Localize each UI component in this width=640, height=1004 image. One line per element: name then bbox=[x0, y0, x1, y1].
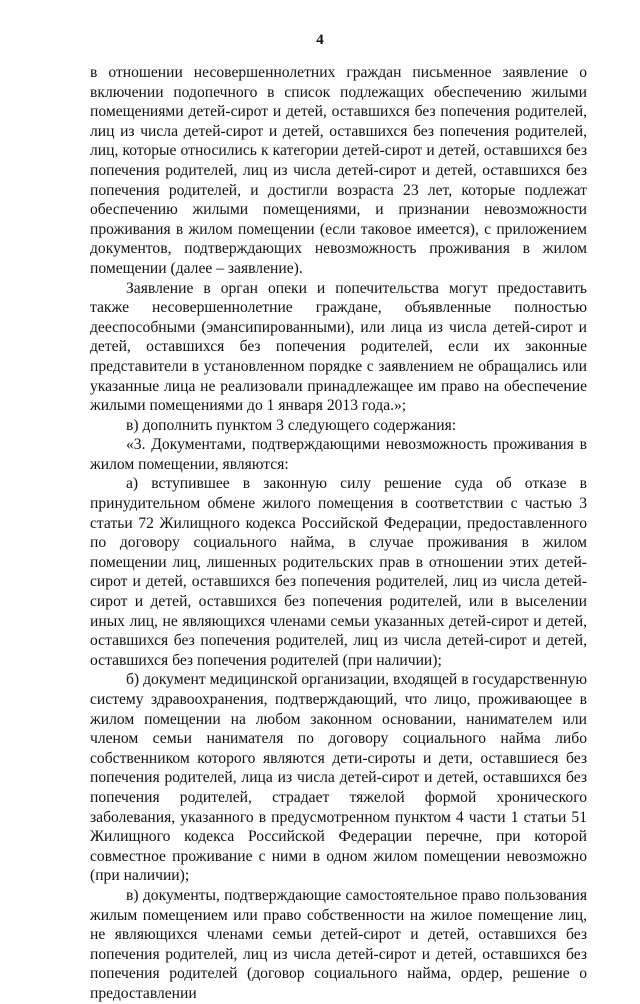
paragraph-subitem-v: в) документы, подтверждающие самостоятельное право пользования жилым помещением или право собственности на жилое помещение лиц, не являющихся членами семьи детей-сирот и детей, оставшихся без попечения родителей, лиц из числа детей-сирот и детей, оставшихся без попечения родителей (договор социального найма, ордер, решение о предоставлении bbox=[90, 886, 587, 1002]
paragraph-subitem-b: б) документ медицинской организации, входящей в государственную систему здравоохранения, подтверждающий, что лицо, проживающее в жилом помещении на любом законном основании, нанимателем или членом семьи нанимателя по договору социального найма либо собственником которого являются дети-сироты и дети, оставшиеся без попечения родителей, лица из числа детей-сирот и детей, оставшихся без попечения родителей, страдает тяжелой формой хронического заболевания, указанного в предусмотренном пунктом 4 части 1 статьи 51 Жилищного кодекса Российской Федерации перечне, при которой совместное проживание с ними в одном жилом помещении невозможно (при наличии); bbox=[90, 671, 587, 885]
document-body bbox=[90, 63, 587, 1004]
paragraph-amendment-v: в) дополнить пунктом 3 следующего содержания: bbox=[126, 416, 457, 434]
paragraph-subitem-a: а) вступившее в законную силу решение суда об отказе в принудительном обмене жилого помещения в соответствии с частью 3 статьи 72 Жилищного кодекса Российской Федерации, предоставленного по договору социального найма, в случае проживания в жилом помещении лиц, лишенных родительских прав в отношении этих детей-сирот и детей, оставшихся без попечения родителей, лиц из числа детей-сирот и детей, оставшихся без попечения родителей, или в выселении иных лиц, не являющихся членами семьи указанных детей-сирот и детей, оставшихся без попечения родителей, лиц из числа детей-сирот и детей, оставшихся без попечения родителей (при наличии); bbox=[90, 475, 587, 669]
paragraph-continuation: в отношении несовершеннолетних граждан письменное заявление о включении подопечного в список подлежащих обеспечению жилыми помещениями детей-сирот и детей, оставшихся без попечения родителей, лиц из числа детей-сирот и детей, оставшихся без попечения родителей, лиц, которые относились к категории детей-сирот и детей, оставшихся без попечения родителей, лиц из числа детей-сирот и детей, оставшихся без попечения родителей, и достигли возраста 23 лет, которые подлежат обеспечению жилыми помещениями, и признании невозможности проживания в жилом помещении (если таковое имеется), с приложением документов, подтверждающих невозможность проживания в жилом помещении (далее – заявление). bbox=[90, 64, 587, 277]
paragraph-application-minors: Заявление в орган опеки и попечительства могут предоставить также несовершеннолетние граждане, объявленные полностью дееспособными (эмансипированными), или лица из числа детей-сирот и детей, оставшихся без попечения родителей, если их законные представители в установленном порядке с заявлением не обращались или указанные лица не реализовали принадлежащее им право на обеспечение жилыми помещениями до 1 января 2013 года.»; bbox=[90, 279, 587, 415]
paragraph-item-3: «3. Документами, подтверждающими невозможность проживания в жилом помещении, являются: bbox=[90, 436, 587, 473]
page-number: 4 bbox=[316, 32, 324, 48]
